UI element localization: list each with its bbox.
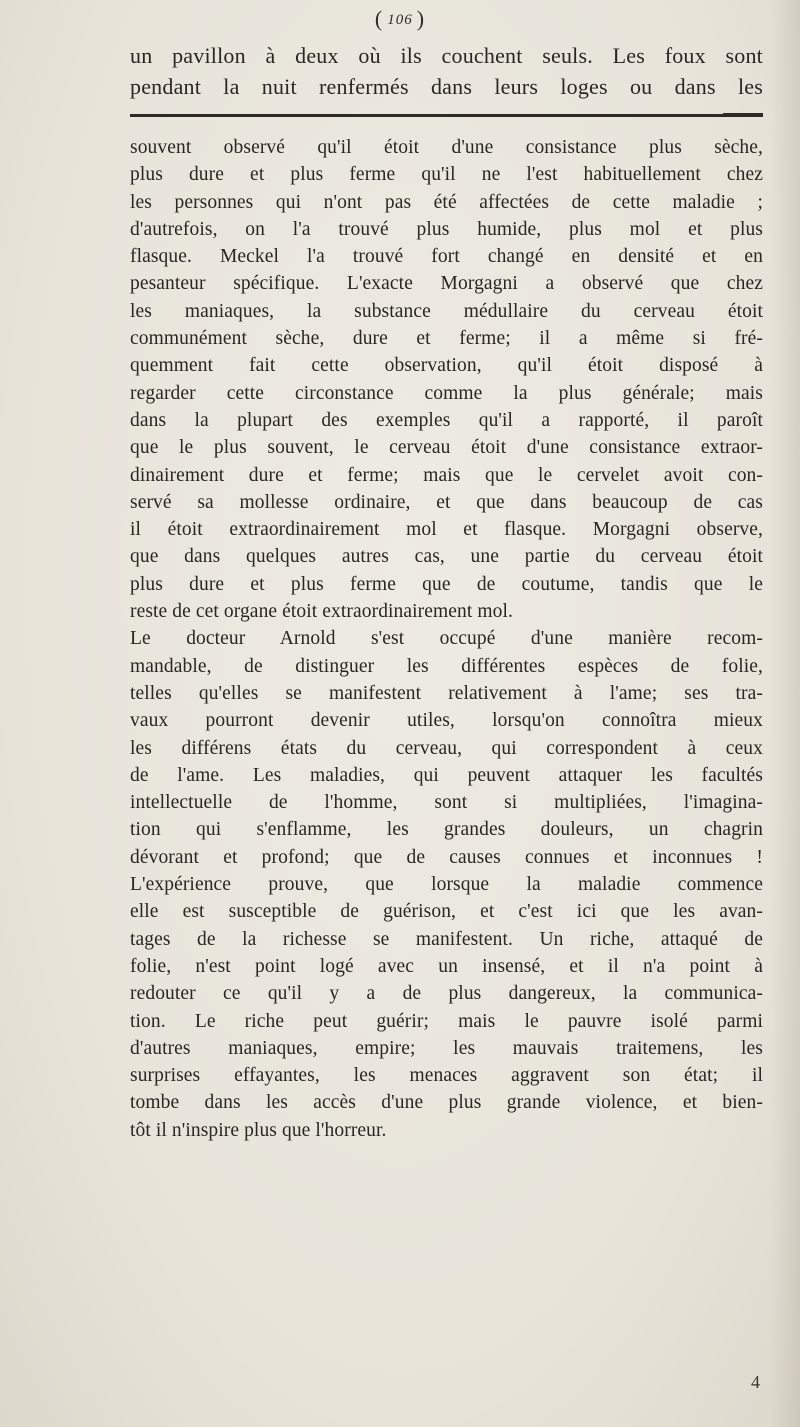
page-edge-shadow [770, 0, 800, 1427]
text-line: servé sa mollesse ordinaire, et que dans beaucoup de cas [130, 491, 763, 513]
text-line: intellectuelle de l'homme, sont si multipliées, l'imagina- [130, 792, 763, 814]
text-line: que dans quelques autres cas, une partie du cerveau étoit [130, 546, 763, 568]
text-line: plus dure et plus ferme que de coutume, tandis que le [130, 573, 763, 595]
text-line: quemment fait cette observation, qu'il étoit disposé à [130, 355, 763, 377]
text-line: elle est susceptible de guérison, et c'est ici que les avan- [130, 901, 763, 923]
corner-mark: 4 [751, 1372, 760, 1392]
text-line: un pavillon à deux où ils couchent seuls. Les foux sont [130, 43, 763, 68]
text-line: souvent observé qu'il étoit d'une consistance plus sèche, [130, 137, 763, 158]
page-number-open-paren: ( [374, 6, 384, 31]
text-line: surprises effayantes, les menaces aggravent son état; il [130, 1065, 763, 1087]
page-number-value: 106 [387, 12, 413, 28]
text-line: tages de la richesse se manifestent. Un riche, attaqué de [130, 928, 763, 950]
text-line: redouter ce qu'il y a de plus dangereux, la communica- [130, 983, 763, 1005]
text-line: les maniaques, la substance médullaire du cerveau étoit [130, 300, 763, 322]
footnote-text-block [130, 134, 763, 1144]
text-line: regarder cette circonstance comme la plus générale; mais [130, 382, 763, 404]
text-line: que le plus souvent, le cerveau étoit d'une consistance extraor- [130, 437, 763, 459]
text-line: vaux pourront devenir utiles, lorsqu'on connoîtra mieux [130, 710, 763, 732]
footnote-separator-rule [130, 114, 763, 117]
text-line: mandable, de distinguer les différentes espèces de folie, [130, 655, 763, 677]
text-line: tion qui s'enflamme, les grandes douleurs, un chagrin [130, 819, 763, 841]
text-line: dans la plupart des exemples qu'il a rapporté, il paroît [130, 409, 763, 431]
page-number [0, 6, 800, 32]
text-line: folie, n'est point logé avec un insensé, et il n'a point à [130, 955, 763, 977]
main-text-top [130, 40, 763, 102]
text-line: il étoit extraordinairement mol et flasque. Morgagni observe, [130, 519, 763, 541]
text-line: reste de cet organe étoit extraordinairement mol. [130, 601, 514, 623]
text-line: pendant la nuit renfermés dans leurs loges ou dans les [130, 74, 763, 99]
text-line: les personnes qui n'ont pas été affectées de cette maladie ; [130, 191, 763, 213]
text-line: communément sèche, dure et ferme; il a même si fré- [130, 328, 763, 350]
text-line: flasque. Meckel l'a trouvé fort changé en densité et en [130, 246, 763, 268]
text-line: tion. Le riche peut guérir; mais le pauvre isolé parmi [130, 1010, 763, 1032]
text-line: pesanteur spécifique. L'exacte Morgagni a observé que chez [130, 273, 763, 295]
text-line: de l'ame. Les maladies, qui peuvent attaquer les facultés [130, 764, 763, 786]
text-line: dévorant et profond; que de causes connues et inconnues ! [130, 846, 763, 868]
text-line: d'autres maniaques, empire; les mauvais traitemens, les [130, 1037, 763, 1059]
text-line: les différens états du cerveau, qui correspondent à ceux [130, 737, 763, 759]
text-line: tôt il n'inspire plus que l'horreur. [130, 1119, 387, 1141]
text-line: L'expérience prouve, que lorsque la maladie commence [130, 874, 763, 896]
text-line: dinairement dure et ferme; mais que le cervelet avoit con- [130, 464, 763, 486]
text-line: plus dure et plus ferme qu'il ne l'est habituellement chez [130, 164, 763, 186]
page-number-close-paren: ) [416, 6, 426, 31]
text-line: telles qu'elles se manifestent relativement à l'ame; ses tra- [130, 682, 763, 704]
text-line: tombe dans les accès d'une plus grande violence, et bien- [130, 1092, 763, 1114]
text-line: Le docteur Arnold s'est occupé d'une manière recom- [130, 628, 763, 650]
text-line: d'autrefois, on l'a trouvé plus humide, plus mol et plus [130, 218, 763, 240]
